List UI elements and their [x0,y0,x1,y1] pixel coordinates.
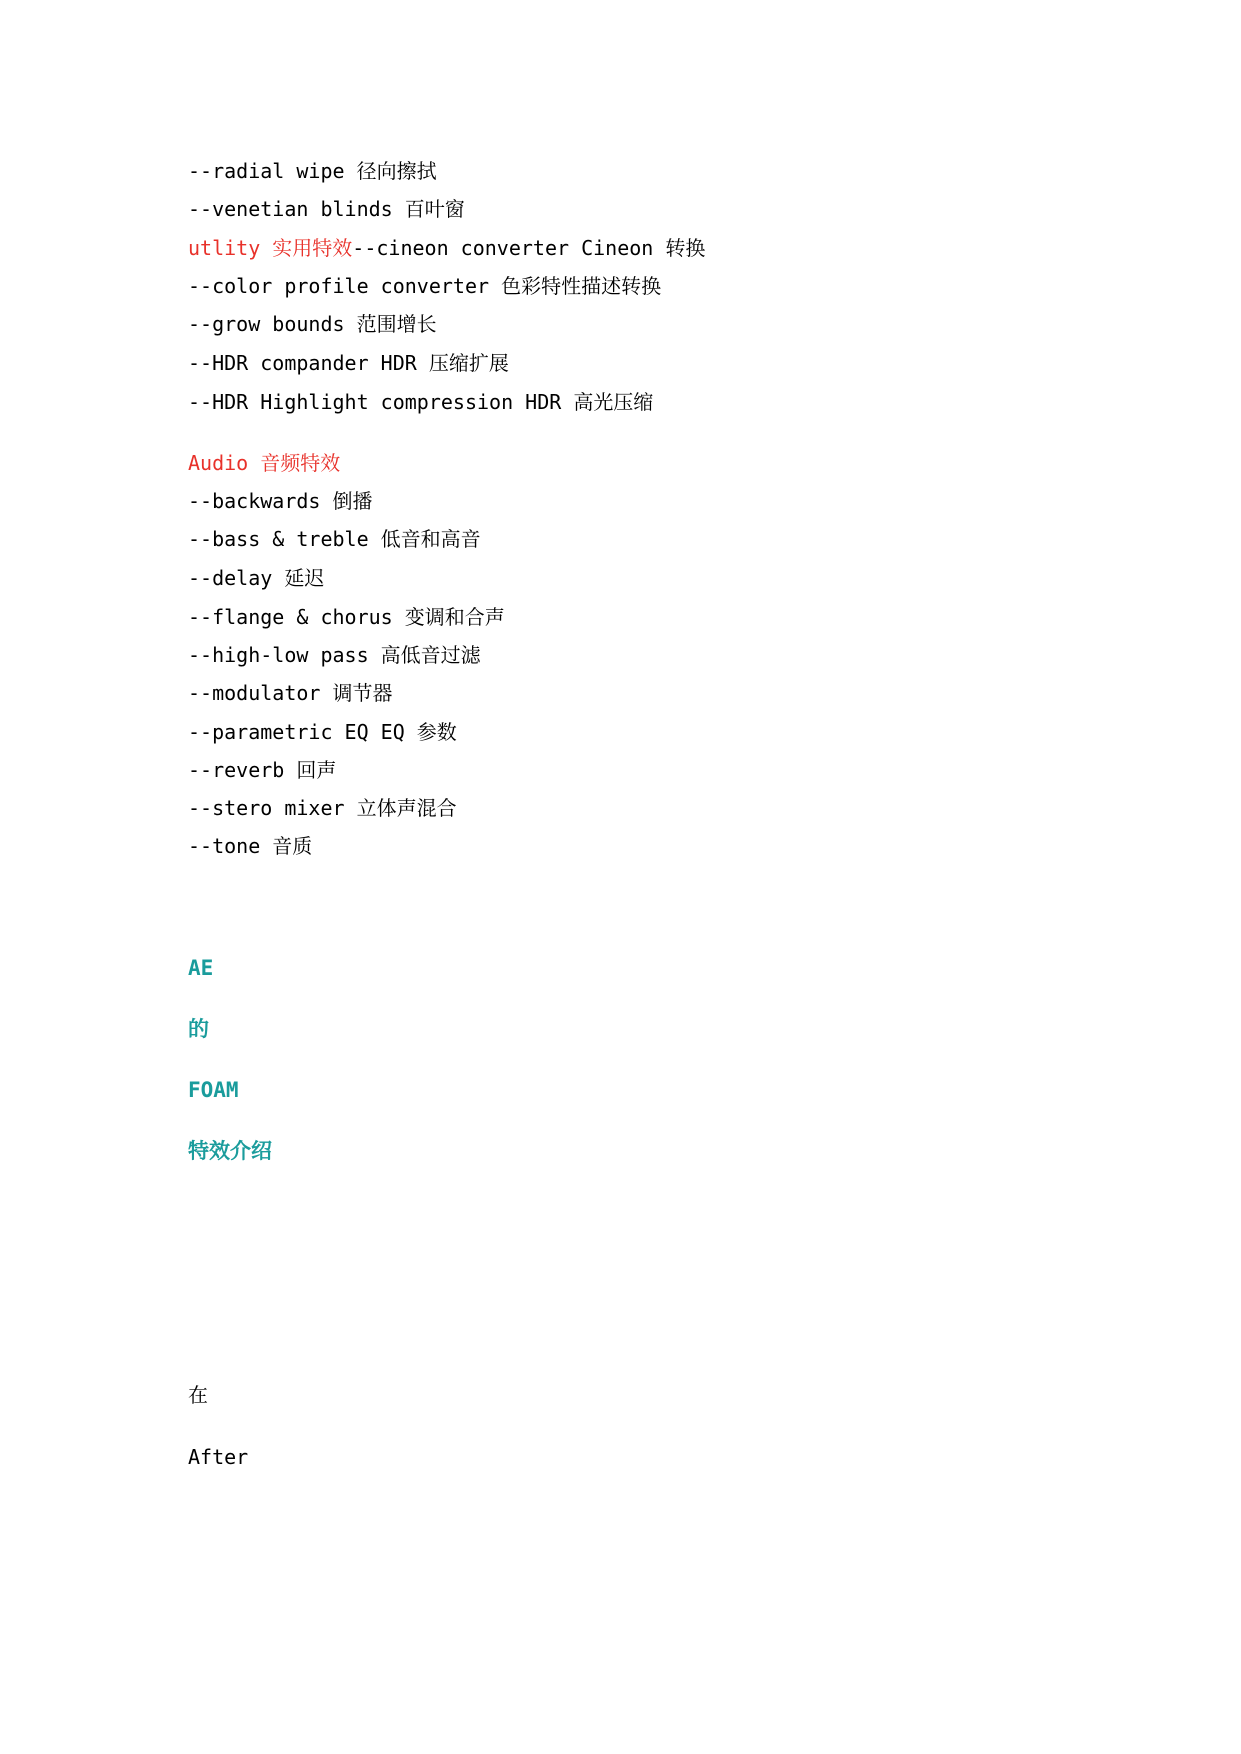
list-item-radial-wipe: --radial wipe 径向擦拭 [188,159,437,183]
list-item-tone: --tone 音质 [188,834,313,858]
list-item-modulator: --modulator 调节器 [188,681,393,705]
list-item-hdr-compander: --HDR compander HDR 压缩扩展 [188,351,509,375]
section-title-part-ae: AE [188,956,214,980]
body-word-after: After [188,1445,249,1469]
list-item-delay: --delay 延迟 [188,566,325,590]
list-item-reverb: --reverb 回声 [188,758,337,782]
list-item-venetian-blinds: --venetian blinds 百叶窗 [188,197,465,221]
list-item-stero-mixer: --stero mixer 立体声混合 [188,796,457,820]
list-item-bass-treble: --bass & treble 低音和高音 [188,527,481,551]
section-title-part-foam: FOAM [188,1078,239,1102]
list-item-hdr-highlight-compression: --HDR Highlight compression HDR 高光压缩 [188,390,654,414]
section-title-part-de: 的 [188,1017,209,1041]
list-item-parametric-eq: --parametric EQ EQ 参数 [188,720,457,744]
list-item-color-profile-converter: --color profile converter 色彩特性描述转换 [188,274,662,298]
utility-line [188,234,705,262]
section-title-part-intro: 特效介绍 [188,1139,272,1163]
audio-heading: Audio 音频特效 [188,451,341,475]
list-item-backwards: --backwards 倒播 [188,489,373,513]
utility-category-label: utlity 实用特效 [188,236,353,260]
body-word-zai: 在 [188,1383,208,1407]
list-item-cineon-converter: --cineon converter Cineon 转换 [352,236,706,260]
list-item-high-low-pass: --high-low pass 高低音过滤 [188,643,481,667]
list-item-grow-bounds: --grow bounds 范围增长 [188,312,437,336]
list-item-flange-chorus: --flange & chorus 变调和合声 [188,605,505,629]
